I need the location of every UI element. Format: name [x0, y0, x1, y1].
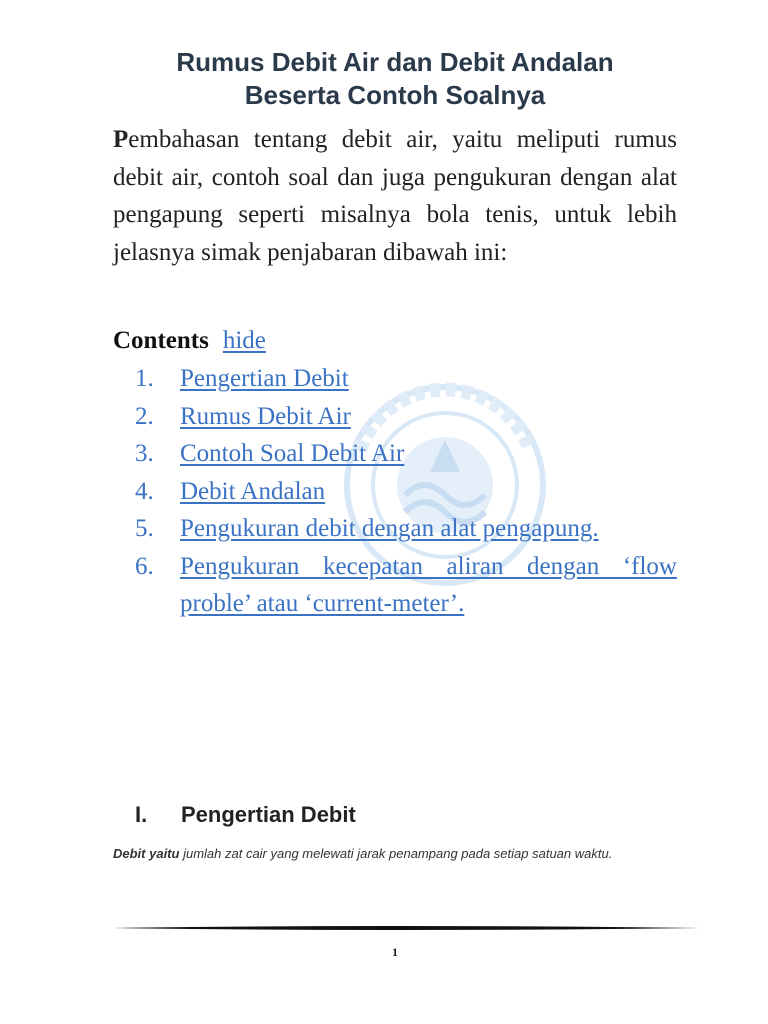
intro-text: embahasan tentang debit air, yaitu meliputi rumus debit air, contoh soal dan juga pengukuran dengan alat pengapung seperti misalnya bola tenis, untuk lebih jelasnya simak penjabaran dibawah ini:: [113, 126, 677, 266]
drop-cap: P: [113, 126, 129, 153]
toc-number: 5.: [135, 515, 154, 542]
page-number: 1: [392, 945, 398, 959]
toc-item-2: [113, 398, 677, 436]
toc-link-debit-andalan[interactable]: Debit Andalan: [180, 477, 326, 505]
toc-item-3: [113, 435, 677, 473]
toc-number: 4.: [135, 477, 154, 505]
definition-paragraph: [113, 845, 677, 862]
definition-term: Debit yaitu: [113, 846, 180, 861]
toc-item-5: [113, 510, 677, 548]
document-title: [100, 46, 690, 112]
contents-label: Contents: [113, 327, 209, 354]
toc-link-pengukuran-pengapung[interactable]: Pengukuran debit dengan alat pengapung.: [180, 515, 599, 542]
toc-item-4: [113, 473, 677, 511]
toc-item-6: [113, 548, 677, 623]
hide-toc-link[interactable]: hide: [222, 327, 266, 354]
footer-rule: [112, 924, 700, 932]
section-numeral: I.: [135, 802, 148, 827]
toc-link-contoh-soal[interactable]: Contoh Soal Debit Air: [180, 440, 405, 467]
toc-link-rumus-debit-air[interactable]: Rumus Debit Air: [180, 402, 351, 430]
intro-paragraph: [113, 121, 677, 271]
toc-number: 3.: [135, 440, 154, 467]
table-of-contents: [113, 360, 677, 623]
definition-text: jumlah zat cair yang melewati jarak penampang pada setiap satuan waktu.: [179, 846, 613, 861]
toc-link-pengukuran-kecepatan[interactable]: Pengukuran kecepatan aliran dengan ‘flow proble’ atau ‘current-meter’.: [180, 552, 677, 617]
section-heading: [135, 800, 356, 830]
toc-item-1: [113, 360, 677, 398]
section-title: Pengertian Debit: [181, 802, 356, 827]
toc-number: 1.: [135, 365, 154, 392]
toc-link-pengertian-debit[interactable]: Pengertian Debit: [180, 365, 349, 392]
toc-number: 6.: [135, 552, 154, 580]
contents-header: [113, 323, 266, 359]
title-line-1: Rumus Debit Air dan Debit Andalan: [176, 47, 614, 77]
toc-number: 2.: [135, 402, 154, 430]
title-line-2: Beserta Contoh Soalnya: [244, 80, 546, 110]
